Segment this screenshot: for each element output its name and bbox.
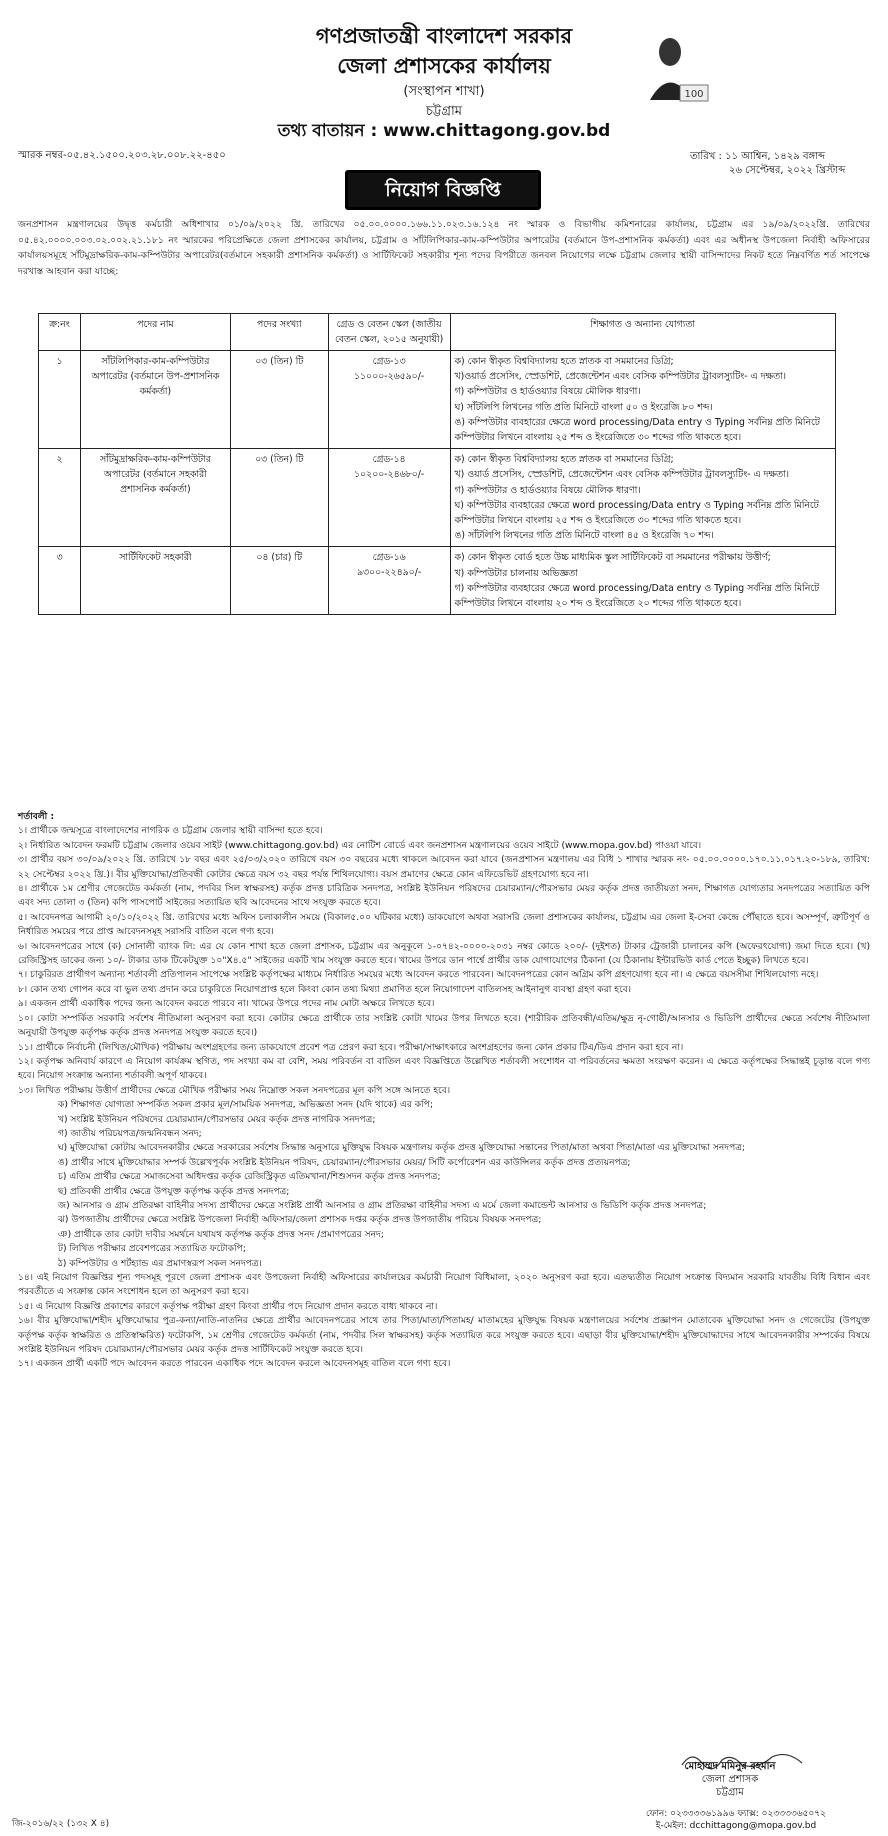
header-city: চট্টগ্রাম <box>426 104 462 119</box>
subterm-item: ট) লিখিত পরীক্ষার প্রবেশপত্রের সত্যায়িত ফটোকপি; <box>58 1244 246 1255</box>
grade-label: গ্রেড-১৩ <box>372 356 406 367</box>
term-item: ১১। প্রার্থীকে নির্বাচনী (লিখিত/মৌখিক) পরীক্ষায় অংশগ্রহণের জন্য ডাকযোগে প্রবেশ পত্র প্রেরণ করা হবে। পরীক্ষা/সাক্ষাৎকারে অংশগ্রহণের জন্য কোন প্রকার টিএ/ডিএ প্রদান করা হবে না। <box>18 1042 684 1053</box>
qualification-item: ঘ) কম্পিউটার ব্যবহারের ক্ষেত্রে word processing/Data entry ও Typing সর্বনিম্ন প্রতি মিনিটে কম্পিউটার লিখনে বাংলায় ২৫ শব্দ ও ইংরেজিতে ৩০ শব্দের গতি থাকতে হবে। <box>454 499 819 527</box>
memo-number: স্মারক নম্বর-০৫.৪২.১৫০০.২০৩.২৮.০০৮.২২-৪৫০ <box>18 150 226 161</box>
term-item: ১৫। এ নিয়োগ বিজ্ঞপ্তি প্রকাশের কারণে কর্তৃপক্ষ পরীক্ষা গ্রহণ কিংবা প্রার্থীর পদে নিয়োগ প্রদান করতে বাধ্য থাকবে না। <box>18 1301 438 1312</box>
contact-phone: ফোন: ০২৩৩৩৩৬১৯৯৬ ফ্যাক্স: ০২৩৩৩৩৬৫০৭২ <box>646 1809 826 1819</box>
date-label: তারিখ : <box>690 151 722 162</box>
cell-post-count: ০৩ (তিন) টি <box>230 351 328 449</box>
subterm-item: গ) জাতীয় পরিচয়পত্র/জন্মনিবন্ধন সনদ; <box>58 1128 202 1139</box>
col-serial: ক্র:নং <box>39 314 81 351</box>
term-item: ১৪। এই নিয়োগ বিজ্ঞপ্তির শূন্য পদসমূহ পূরণে জেলা প্রশাসক এবং উপজেলা নির্বাহী অফিসারের কার্যালয়ের কর্মচারী নিয়োগ বিধিমালা, ২০২০ অনুসরণ করা হবে। এতদ্ব্যতীত নিয়োগ সংক্রান্ত বিদ্যমান সরকারি যাবতীয় বিধি বিধান এবং পরবর্তীতে এ সংক্রান্ত কোন সংশোধন হলে তা অনুসরণ করা হবে। <box>18 1273 870 1298</box>
col-qualification: শিক্ষাগত ও অন্যান্য যোগ্যতা <box>450 314 835 351</box>
qualification-item: গ) কম্পিউটার ও হার্ডওয়্যার বিষয়ে মৌলিক ধারণা। <box>454 386 641 398</box>
subterm-item: ক) শিক্ষাগত যোগ্যতা সম্পর্কিত সকল প্রকার মূল/সাময়িক সনদপত্র, অভিজ্ঞতা সনদ (যদি থাকে) এর কপি; <box>58 1100 434 1111</box>
grade-label: গ্রেড-১৬ <box>372 552 406 564</box>
signer-name: মোহাম্মদ মমিনুর রহমান <box>684 1761 776 1772</box>
term-item: ১৩। লিখিত পরীক্ষায় উত্তীর্ণ প্রার্থীদের ক্ষেত্রে মৌখিক পরীক্ষার সময় নিম্নোক্ত সকল সনদপত্রের মূল কপি সঙ্গে আনতে হবে। <box>18 1085 451 1096</box>
cell-post-name: সাঁটলিপিকার-কাম-কম্পিউটার অপারেটর (বর্তমানে উপ-প্রশাসনিক কর্মকর্তা) <box>80 351 230 449</box>
cell-serial: ৩ <box>39 547 81 615</box>
intro-paragraph: জনপ্রশাসন মন্ত্রণালয়ের উদ্বৃত্ত কর্মচারী অধিশাখার ০১/০৯/২০২২ খ্রি. তারিখের ০৫.০০.০০০০.১৬৬.১১.০২৩.১৬.১২৪ নং স্মারক ও বিভাগীয় কমিশনারের কার্যালয়, চট্টগ্রাম এর ১৯/০৯/২০২২খ্রি. তারিখের ০৫.৪২.০০০০.০০৩.০২.০০২.২১.১৮১ নং স্মারকের পরিপ্রেক্ষিতে জেলা প্রশাসকের কার্যালয়, চট্টগ্রাম ও সাঁটলিপিকার-কাম-কম্পিউটার অপারেটর (বর্তমানে উপ-প্রশাসনিক কর্মকর্তা) এবং এর অধীনস্থ উপজেলা নির্বাহী অফিসারের কার্যালয়সমূহে সাঁটমুদ্রাক্ষরিক-কাম-কম্পিউটার অপারেটর(বর্তমানে সহকারী প্রশাসনিক কর্মকর্তা) ও সার্টিফিকেট সহকারীর শূন্য পদের বিপরীতে জনবল নিয়োগের লক্ষে চট্টগ্রাম জেলার স্থায়ী বাসিন্দাদের নিকট হতে নিম্নবর্ণিত শর্ত সাপেক্ষে দরখাস্ত আহবান করা যাচ্ছে: <box>18 219 870 277</box>
mujib-logo-icon <box>640 30 710 112</box>
subterm-item: ছ) প্রতিবন্ধী প্রার্থীর ক্ষেত্রে উপযুক্ত কর্তৃপক্ষ কর্তৃক প্রদত্ত সনদপত্র; <box>58 1186 290 1197</box>
cell-qualification <box>450 351 835 449</box>
qualification-item: গ) কম্পিউটার ব্যবহারের ক্ষেত্রে word processing/Data entry ও Typing সর্বনিম্ন প্রতি মিনিটে কম্পিউটার লিখনে বাংলায় ২০ শব্দ ও ইংরেজিতে ২০ শব্দের গতি থাকতে হবে। <box>454 582 820 610</box>
col-grade: গ্রেড ও বেতন স্কেল (জাতীয় বেতন স্কেল, ২০১৫ অনুযায়ী) <box>328 314 450 351</box>
qualification-item: গ) কম্পিউটার ও হার্ডওয়্যার বিষয়ে মৌলিক ধারণা। <box>454 484 641 496</box>
pay-scale: ১১০০০-২৬৫৯০/- <box>353 371 425 382</box>
cell-post-count: ০৪ (চার) টি <box>230 547 328 615</box>
table-header-row <box>39 314 836 351</box>
date-bangla: ১১ আশ্বিন, ১৪২৯ বঙ্গাব্দ <box>725 151 826 162</box>
term-item: ৪। প্রার্থীকে ১ম শ্রেণীর গেজেটেড কর্মকর্তা (নাম, পদবির সিল স্বাক্ষরসহ) কর্তৃক প্রদত্ত চারিত্রিক সনদপত্র, সংশ্লিষ্ট ইউনিয়ন পরিষদের চেয়ারম্যান/পৌরসভার মেয়র কর্তৃক প্রদত্ত জাতীয়তা সনদ, শিক্ষাগত যোগ্যতার সনদপত্রের সত্যায়িত কপি এবং সদ্য তোলা ৩ (তিন) কপি পাসপোর্ট সাইজের সত্যায়িত ছবি আবেদনের সাথে সংযুক্ত করতে হবে। <box>18 884 870 909</box>
date-english: ২৬ সেপ্টেম্বর, ২০২২ খ্রিস্টাব্দ <box>729 165 846 176</box>
cell-serial: ২ <box>39 449 81 547</box>
term-item: ৭। চাকুরিরত প্রার্থীগণ অন্যান্য শর্তাবলী প্রতিপালন সাপেক্ষে সংশ্লিষ্ট কর্তৃপক্ষের মাধ্যমে নির্ধারিত সময়ের মধ্যে আবেদন করতে পারবেন। আবেদনপত্রের কোন অগ্রিম কপি গ্রহণযোগ্য হবে না। এ ক্ষেত্রে বয়সসীমা শিথিলযোগ্য নহে। <box>18 970 819 981</box>
qualification-item: খ) ওয়ার্ড প্রসেসিং, স্প্রেডশিট, প্রেজেন্টেশন এবং বেসিক কম্পিউটার ট্রাবলস্যুটিং- এ দক্ষতা। <box>454 469 789 481</box>
qualification-item: ক) কোন স্বীকৃত বিশ্ববিদ্যালয় হতে স্নাতক বা সমমানের ডিগ্রি; <box>454 356 674 367</box>
pay-scale: ৯৩০০-২২৪৯০/- <box>356 567 422 579</box>
term-item: ৬। আবেদনপত্রের সাথে (ক) সোনালী ব্যাংক লি: এর যে কোন শাখা হতে জেলা প্রশাসক, চট্টগ্রাম এর অনুকূলে ১-০৭৪২-০০০০-২০৩১ নম্বর কোডে ২০০/- (দুইশত) টাকার ট্রেজারী চালানের কপি (অফেরৎযোগ্য) জমা দিতে হবে। (খ) রেজিস্ট্রিসহ ডাকের জন্য ১০/- টাকার ডাক টিকেটযুক্ত ১০"X৪.৫" সাইজের একটি খাম সংযুক্ত করতে হবে। খামের উপরে ডান পার্শ্বে প্রার্থীর ডাক যোগাযোগের ঠিকানা (যে ঠিকানায় ইন্টারভিউ কার্ড পেতে ইচ্ছুক) লিখতে হবে। <box>18 941 870 967</box>
qualification-item: ক) কোন স্বীকৃত বোর্ড হতে উচ্চ মাধ্যমিক স্কুল সার্টিফিকেট বা সমমানের পরীক্ষায় উত্তীর্ণ; <box>454 552 771 564</box>
terms-section <box>18 810 870 1372</box>
qualification-item: খ) কম্পিউটার চালনায় অভিজ্ঞতা <box>454 567 578 579</box>
term-item: ৩। প্রার্থীর বয়স ৩০/০৯/২০২২ খ্রি. তারিখে ১৮ বছর এবং ২৫/০৩/২০২০ তারিখে বয়স ৩০ বছরের মধ্যে থাকলে আবেদন করা যাবে (জনপ্রশাসন মন্ত্রণালয় এর বিধি ১ শাখার স্মারক নং- ০৫.০০.০০০০.১৭০.১১.০১৭.২০-১৮৯, তারিখ: ২২ সেপ্টেম্বর ২০২২ খ্রি.)। বীর মুক্তিযোদ্ধা/প্রতিবন্ধী কোটার ক্ষেত্রে বয়স ৩২ বছর পর্যন্ত শিথিলযোগ্য। বয়স প্রমাণের ক্ষেত্রে কোন এফিডেভিট গ্রহণযোগ্য হবে না। <box>18 855 870 880</box>
cell-qualification <box>450 449 835 547</box>
terms-heading: শর্তাবলী : <box>18 812 55 822</box>
cell-serial: ১ <box>39 351 81 449</box>
subterm-item: ঞ) প্রার্থীকে তার কোটা দাবীর সমর্থনে যথাযথ কর্তৃপক্ষ কর্তৃক প্রদত্ত সনদ /প্রমাণপত্রের সনদ; <box>58 1229 384 1240</box>
subterm-item: জ) আনসার ও গ্রাম প্রতিরক্ষা বাহিনীর সদস্য প্রার্থীদের ক্ষেত্রে সংশ্লিষ্ট প্রার্থী আনসার ও গ্রাম প্রতিরক্ষা বাহিনীর সদস্য এ মর্মে জেলা কমান্ডেন্ট আনসার ও ভিডিপি কর্তৃক প্রদত্ত সনদপত্র; <box>58 1200 707 1211</box>
term-item: ১০। কোটা সম্পর্কিত সরকারি সর্বশেষ নীতিমালা অনুসরণ করা হবে। কোটার ক্ষেত্রে প্রার্থীকে তার সংশ্লিষ্ট কোটা খামের উপর লিখতে হবে। (শারীরিক প্রতিবন্ধী/এতিম/ক্ষুদ্র নৃ-গোষ্ঠী/আনসার ও ভিডিপি প্রার্থীদের ক্ষেত্রে সর্বশেষ নীতিমালা অনুযায়ী উপযুক্ত কর্তৃপক্ষ কর্তৃক প্রদত্ত সনদপত্র সংযুক্ত করতে হবে।) <box>18 1013 870 1039</box>
term-item: ২। নির্ধারিত আবেদন ফরমটি চট্টগ্রাম জেলার ওয়েব সাইট (www.chittagong.gov.bd) এর নোটিশ বোর্ডে এবং জনপ্রশাসন মন্ত্রণালয়ের ওয়েব সাইটে (www.mopa.gov.bd) পাওয়া যাবে। <box>18 840 702 851</box>
subterm-item: ঙ) প্রার্থীর সাথে মুক্তিযোদ্ধার সম্পর্ক উল্লেখপূর্বক সংশ্লিষ্ট ইউনিয়ন পরিষদ, চেয়ারম্যান/পৌরসভার মেয়র/ সিটি কর্পোরেশন এর কাউন্সিলর কর্তৃক প্রদত্ত প্রত্যয়নপত্র; <box>58 1157 631 1168</box>
header-section: (সংস্থাপন শাখা) <box>403 84 485 99</box>
cell-post-name: সাঁটমুদ্রাক্ষরিক-কাম-কম্পিউটার অপারেটর (বর্তমানে সহকারী প্রশাসনিক কর্মকর্তা) <box>80 449 230 547</box>
cell-post-count: ০৩ (তিন) টি <box>230 449 328 547</box>
term-item: ১২। কর্তৃপক্ষ অনিবার্য কারণে এ নিয়োগ কার্যক্রম স্থগিত, পদ সংখ্যা কম বা বেশি, সময় পরিবর্তন বা বাতিল এবং বিজ্ঞপ্তিতে উল্লেখিত শর্তাবলী সংশোধন বা পরিবর্তনের ক্ষমতা সংরক্ষণ করেন। এ ক্ষেত্রে কর্তৃপক্ষের সিদ্ধান্তই চূড়ান্ত বলে গণ্য হবে। নিয়োগ সংক্রান্ত অন্যান্য শর্তাবলী অপূর্ণ থাকবে। <box>18 1056 870 1082</box>
qualification-item: খ)ওয়ার্ড প্রসেসিং, স্প্রেডশিট, প্রেজেন্টেশন এবং বেসিক কম্পিউটার ট্রাবলস্যুটিং- এ দক্ষতা। <box>454 371 787 383</box>
posts-table <box>38 313 836 615</box>
header-office: জেলা প্রশাসকের কার্যালয় <box>337 54 551 78</box>
qualification-item: ঙ) সাঁটলিপি লিখনের গতি প্রতি মিনিটে বাংলা ৪৫ ও ইংরেজি ৭০ শব্দ। <box>454 530 714 542</box>
grade-label: গ্রেড-১৪ <box>372 454 406 466</box>
term-item: ১৬। বীর মুক্তিযোদ্ধা/শহীদ মুক্তিযোদ্ধার পুত্র-কন্যা/নাতি-নাতনির ক্ষেত্রে প্রার্থীর আবেদনপত্রের সাথে তার পিতা/মাতা/পিতামহ/ মাতামহের মুক্তিযুদ্ধ বিষয়ক মন্ত্রণালয়ের সর্বশেষ প্রজ্ঞাপন মোতাবেক মুক্তিযোদ্ধা সনদ ও গেজেটের (উপযুক্ত কর্তৃপক্ষ কর্তৃক স্বাক্ষরিত ও প্রতিস্বাক্ষরিত) ফটোকপি, ১ম শ্রেণীর গেজেটেড কর্মকর্তা (নাম, পদবীর সিল স্বাক্ষরসহ) কর্তৃক সত্যায়িত করে সংযুক্ত করতে হবে। এছাড়া বীর মুক্তিযোদ্ধা/শহীদ মুক্তিযোদ্ধাদের সাথে আবেদনকারীর সম্পর্কের বিষয়ে সংশ্লিষ্ট ইউনিয়ন পরিষদ চেয়ারম্যান/পৌরসভার মেয়র কর্তৃক প্রদত্ত সার্টিফিকেট সংযুক্ত করতে হবে। <box>18 1316 870 1356</box>
term-item: ৫। আবেদনপত্র আগামী ২০/১০/২০২২ খ্রি. তারিখের মধ্যে অফিস চলাকালীন সময়ে (বিকাল৫.০০ ঘটিকার মধ্যে) ডাকযোগে অথবা সরাসরি জেলা প্রশাসকের কার্যালয়, চট্টগ্রাম এর জেলা ই-সেবা কেন্দ্রে পৌঁছাতে হবে। অসম্পূর্ণ, ত্রুটিপূর্ণ ও নির্ধারিত সময়ের পরে প্রাপ্ত আবেদনসমূহ সরাসরি বাতিল বলে গণ্য হবে। <box>18 912 870 938</box>
subterm-item: খ) সংশ্লিষ্ট ইউনিয়ন পরিষদের চেয়ারম্যান/পৌরসভার মেয়র কর্তৃক প্রদত্ত নাগরিক সনদপত্র; <box>58 1114 376 1125</box>
header-website: তথ্য বাতায়ন : www.chittagong.gov.bd <box>277 121 611 141</box>
cell-grade <box>328 449 450 547</box>
cell-grade <box>328 547 450 615</box>
cell-post-name: সার্টিফিকেট সহকারী <box>80 547 230 615</box>
col-post-count: পদের সংখ্যা <box>230 314 328 351</box>
table-row <box>39 547 836 615</box>
signer-title: জেলা প্রশাসক <box>701 1774 759 1785</box>
qualification-item: ক) কোন স্বীকৃত বিশ্ববিদ্যালয় হতে স্নাতক বা সমমানের ডিগ্রি; <box>454 454 674 466</box>
term-item: ৮। কোন তথ্য গোপন করে বা ভুল তথ্য প্রদান করে চাকুরিতে নিয়োগপ্রাপ্ত হলে কিংবা কোন তথ্য মিথ্যা প্রমাণিত হলে নিয়োগাদেশ বাতিলসহ আইনানুগ ব্যবস্থা গ্রহণ করা হবে। <box>18 984 632 995</box>
subterm-item: ঠ) কম্পিউটার ও শর্টহ্যান্ড এর প্রমাণস্বরূপ সকল সনদপত্র। <box>58 1258 262 1269</box>
cell-qualification <box>450 547 835 615</box>
qualification-item: ঙ) কম্পিউটার ব্যবহারের ক্ষেত্রে word processing/Data entry ও Typing সর্বনিম্ন প্রতি মিনিটে কম্পিউটার লিখনে বাংলায় ২৫ শব্দ ও ইংরেজিতে ৩০ শব্দের গতি থাকতে হবে। <box>454 416 820 444</box>
footer-code: জি-২০১৬/২২ (১৩২ X ৪) <box>12 1819 110 1829</box>
col-post-name: পদের নাম <box>80 314 230 351</box>
notice-title: নিয়োগ বিজ্ঞপ্তি <box>345 170 541 210</box>
table-row <box>39 351 836 449</box>
header-govt: গণপ্রজাতন্ত্রী বাংলাদেশ সরকার <box>315 24 573 48</box>
pay-scale: ১০২০০-২৪৬৮০/- <box>353 469 425 481</box>
subterm-item: ঘ) মুক্তিযোদ্ধা কোটায় আবেদনকারীর ক্ষেত্রে সরকারের সর্বশেষ সিদ্ধান্ত অনুসারে মুক্তিযুদ্ধ বিষয়ক মন্ত্রণালয় কর্তৃক প্রদত্ত মুক্তিযোদ্ধা সন্তানের পিতা/মাতা অথবা পিতা/মাতা এর মুক্তিযোদ্ধা সনদপত্র; <box>58 1143 745 1154</box>
contact-block <box>596 1808 876 1832</box>
subterm-item: চ) এতিম প্রার্থীর ক্ষেত্রে সমাজসেবা অধিদপ্তর কর্তৃক রেজিস্ট্রিকৃত এতিমখানা/শিশুসদন কর্তৃক প্রদত্ত সনদপত্র; <box>58 1172 441 1183</box>
table-row <box>39 449 836 547</box>
qualification-item: ঘ) সাঁটলিপি লিখনের গতি প্রতি মিনিটে বাংলা ৫০ ও ইংরেজি ৮০ শব্দ। <box>454 401 713 413</box>
signer-block <box>600 1760 860 1799</box>
cell-grade <box>328 351 450 449</box>
term-item: ৯। একজন প্রার্থী একাধিক পদের জন্য আবেদন করতে পারবে না। খামের উপরে পদের নাম মোটা অক্ষরে লিখতে হবে। <box>18 999 435 1010</box>
contact-email: ই-মেইল: dcchittagong@mopa.gov.bd <box>655 1821 817 1831</box>
term-item: ১৭। একজন প্রার্থী একটি পদে আবেদন করতে পারবেন একাধিক পদে আবেদন করলে আবেদনসমূহ বাতিল বলে গণ্য হবে। <box>18 1359 451 1370</box>
subterm-item: ঝ) উপজাতীয় প্রার্থীদের ক্ষেত্রে সংশ্লিষ্ট উপজেলা নির্বাহী অফিসার/জেলা প্রশাসক দপ্তর কর্তৃক প্রদত্ত উপজাতীয় পরিচয় বিষয়ক সনদপত্র; <box>58 1215 542 1226</box>
svg-text:100: 100 <box>684 89 704 100</box>
signer-place: চট্টগ্রাম <box>716 1787 744 1798</box>
date-block <box>690 150 845 178</box>
term-item: ১। প্রার্থীকে জন্মসূত্রে বাংলাদেশের নাগরিক ও চট্টগ্রাম জেলার স্থায়ী বাসিন্দা হতে হবে। <box>18 826 323 837</box>
